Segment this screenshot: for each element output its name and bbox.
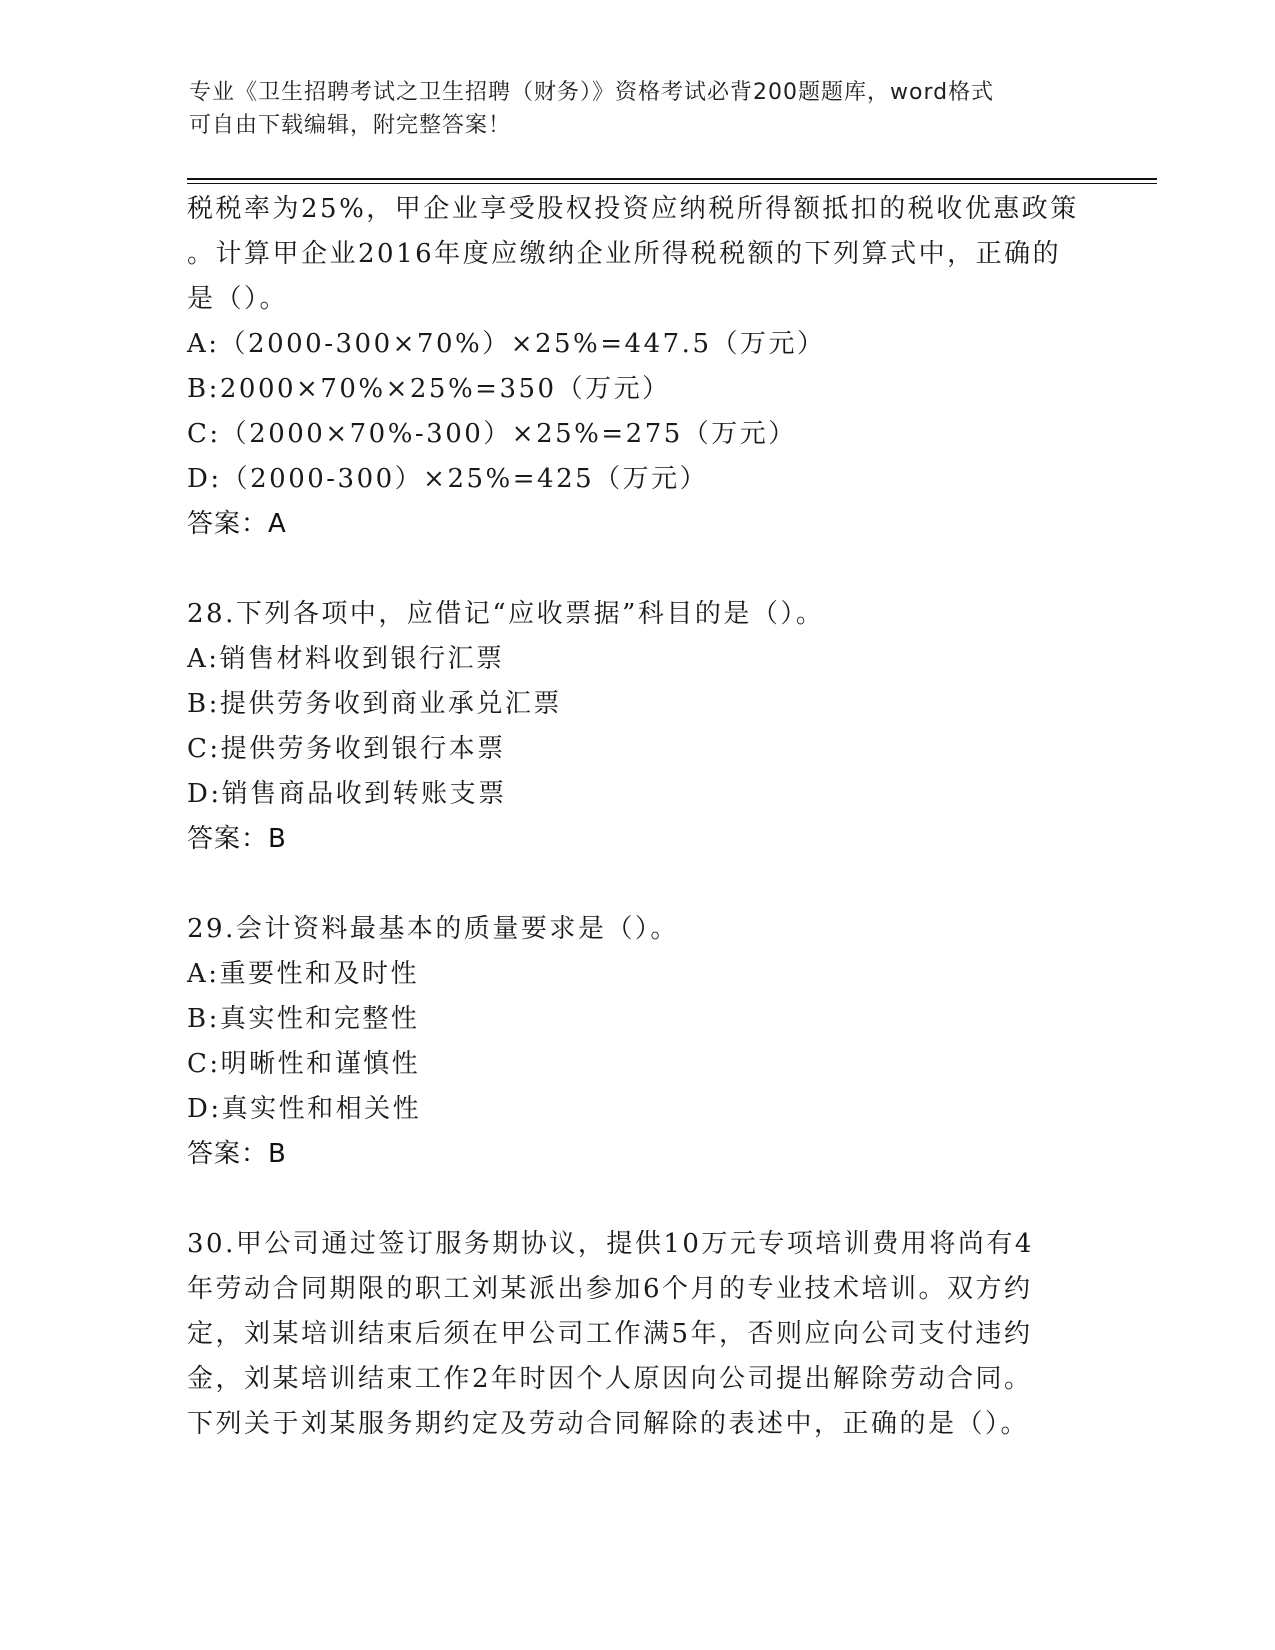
question-30-text-line-1: 30.甲公司通过签订服务期协议，提供10万元专项培训费用将尚有4 — [187, 1229, 1034, 1259]
question-30-text-line-4: 金，刘某培训结束工作2年时因个人原因向公司提出解除劳动合同。 — [187, 1364, 1033, 1394]
header-title-line-1: 专业《卫生招聘考试之卫生招聘（财务）》资格考试必背200题题库，word格式 — [189, 80, 995, 105]
question-28-option-c: C:提供劳务收到银行本票 — [187, 734, 506, 764]
question-29-option-c: C:明晰性和谨慎性 — [187, 1049, 421, 1079]
question-content — [187, 187, 1127, 1447]
question-29-option-d: D:真实性和相关性 — [187, 1094, 422, 1124]
question-27-option-b: B:2000×70%×25%=350（万元） — [187, 374, 671, 404]
question-30-text-line-3: 定，刘某培训结束后须在甲公司工作满5年，否则应向公司支付违约 — [187, 1319, 1033, 1349]
question-27 — [187, 187, 1127, 547]
header-title-line-2: 可自由下载编辑，附完整答案！ — [189, 113, 512, 138]
question-27-option-d: D:（2000-300）×25%=425（万元） — [187, 464, 709, 494]
question-30 — [187, 1222, 1127, 1447]
question-27-text-line-3: 是（）。 — [187, 284, 289, 314]
question-28-option-a: A:销售材料收到银行汇票 — [187, 644, 505, 674]
spacer — [187, 547, 1127, 592]
question-29-stem: 29.会计资料最基本的质量要求是（）。 — [187, 914, 679, 944]
question-28-option-b: B:提供劳务收到商业承兑汇票 — [187, 689, 562, 719]
question-30-text-line-2: 年劳动合同期限的职工刘某派出参加6个月的专业技术培训。双方约 — [187, 1274, 1033, 1304]
question-27-text-line-2: 。计算甲企业2016年度应缴纳企业所得税税额的下列算式中，正确的 — [187, 239, 1062, 269]
question-29 — [187, 907, 1127, 1177]
question-29-option-a: A:重要性和及时性 — [187, 959, 420, 989]
question-29-option-b: B:真实性和完整性 — [187, 1004, 420, 1034]
question-28 — [187, 592, 1127, 862]
question-30-text-line-5: 下列关于刘某服务期约定及劳动合同解除的表述中，正确的是（）。 — [187, 1409, 1030, 1439]
question-29-answer: 答案：B — [187, 1139, 287, 1169]
question-27-option-c: C:（2000×70%-300）×25%=275（万元） — [187, 419, 797, 449]
question-27-answer: 答案：A — [187, 509, 287, 539]
question-28-option-d: D:销售商品收到转账支票 — [187, 779, 507, 809]
question-28-answer: 答案：B — [187, 824, 287, 854]
question-28-stem: 28.下列各项中，应借记“应收票据”科目的是（）。 — [187, 599, 825, 629]
document-header — [189, 76, 1089, 142]
header-divider-thick — [187, 178, 1157, 180]
question-27-text-line-1: 税税率为25%，甲企业享受股权投资应纳税所得额抵扣的税收优惠政策 — [187, 194, 1079, 224]
question-27-option-a: A:（2000-300×70%）×25%=447.5（万元） — [187, 329, 826, 359]
spacer — [187, 862, 1127, 907]
header-divider-thin — [187, 183, 1157, 184]
spacer — [187, 1177, 1127, 1222]
